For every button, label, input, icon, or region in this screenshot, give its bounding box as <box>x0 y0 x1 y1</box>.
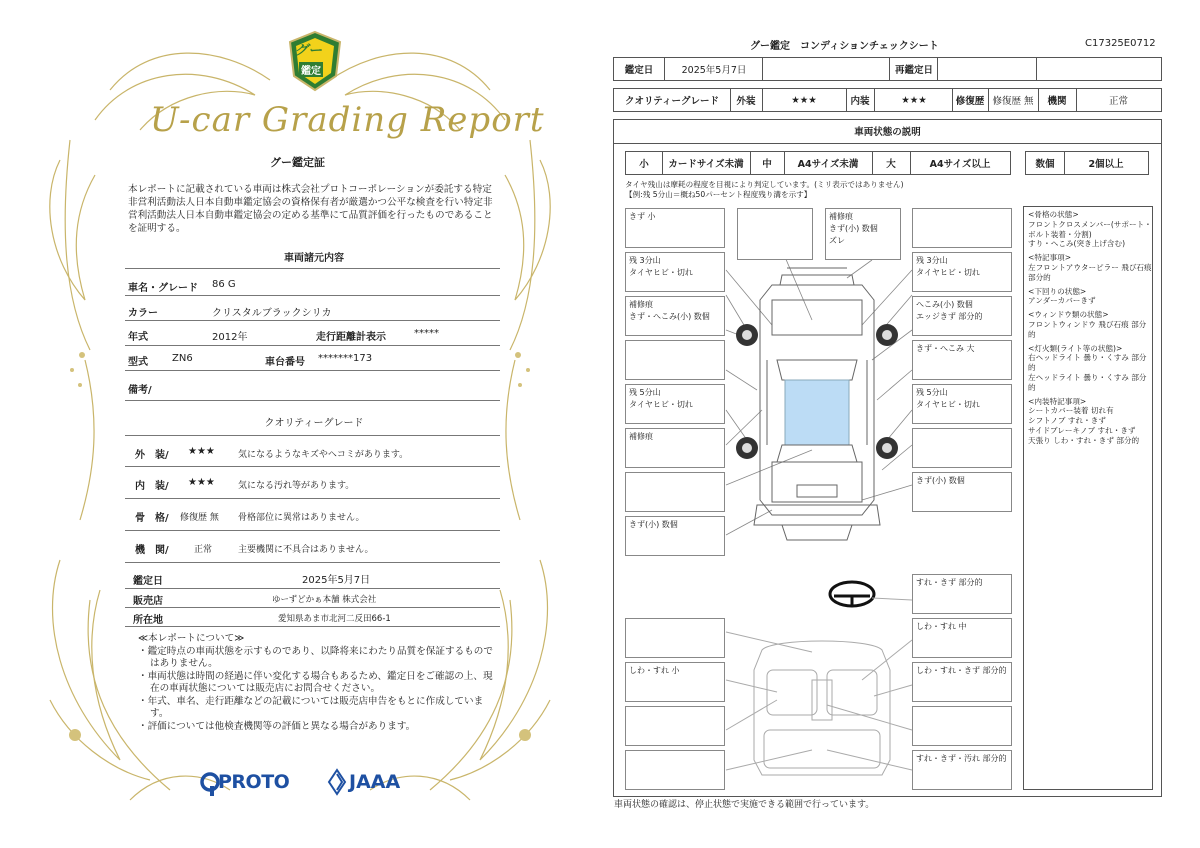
notes-title: ≪本レポートについて≫ <box>138 633 245 644</box>
exterior-label: 外装 <box>736 96 756 107</box>
appraisal-date-value: 2025年5月7日 <box>302 575 371 586</box>
condition-title: 車両状態の説明 <box>854 127 921 138</box>
note-item: ・評価については他検査機関等の評価と異なる場合があります。 <box>138 720 416 732</box>
damage-note: 残 3分山 タイヤヒビ・切れ <box>625 252 725 292</box>
count-label: 数個 <box>1035 159 1055 170</box>
interior-value: ★★★ <box>901 94 927 106</box>
chassis-value: *******173 <box>318 353 373 364</box>
certificate-title: グー鑑定証 <box>270 156 325 169</box>
note-text: フロントウィンドウ 飛び石痕 部分的 <box>1028 319 1147 339</box>
interior-note: しわ・すれ 小 <box>625 662 725 702</box>
count-legend <box>1025 151 1149 175</box>
size-legend <box>625 151 1011 175</box>
damage-note <box>737 208 813 260</box>
proto-logo-text: PROTO <box>218 771 290 793</box>
divider <box>125 588 500 589</box>
repair-label: 修復歴 <box>955 96 985 107</box>
interior-note: すれ・きず・汚れ 部分的 <box>912 750 1012 790</box>
dealer-label: 販売店 <box>133 596 163 607</box>
damage-note <box>625 340 725 380</box>
jaaa-logo-icon <box>327 768 347 796</box>
interior-label: 内装 <box>850 96 870 107</box>
date-label: 鑑定日 <box>624 65 654 76</box>
damage-note: きず 小 <box>625 208 725 248</box>
size-small-label: 小 <box>639 159 649 170</box>
spec-section-title: 車両諸元内容 <box>284 253 344 264</box>
divider <box>125 607 500 608</box>
name-label: 車名・グレード <box>128 283 198 294</box>
divider <box>125 562 500 563</box>
engine-label: 機関 <box>1047 96 1067 107</box>
quality-comment: 気になる汚れ等があります。 <box>238 481 355 491</box>
quality-label: 骨 格/ <box>135 513 169 524</box>
interior-note: すれ・きず 部分的 <box>912 574 1012 614</box>
divider <box>125 498 500 499</box>
quality-label: 外 装/ <box>135 450 169 461</box>
divider <box>125 400 500 401</box>
note-heading: <ウィンドウ類の状態> <box>1028 310 1109 320</box>
mileage-label: 走行距離計表示 <box>316 332 386 343</box>
damage-note: きず・へこみ 大 <box>912 340 1012 380</box>
note-text: 左フロントアウターピラー 飛び石痕 部分的 <box>1028 262 1152 282</box>
certificate-intro: 本レポートに記載されている車両は株式会社プロトコーポレーションが委託する特定非営利活動法人日本自動車鑑定協会の資格保有者が厳選かつ公平な検査を行い特定非営利活動法人日本自動車鑑定協会の定める基準にて品質評価を行ったものであることを証明する。 <box>128 184 493 234</box>
interior-note <box>625 618 725 658</box>
divider <box>125 626 500 627</box>
model-label: 型式 <box>128 357 148 368</box>
damage-note: 補修痕 きず・へこみ(小) 数個 <box>625 296 725 336</box>
tire-note: タイヤ残山は摩耗の程度を目視により判定しています。(ミリ表示ではありません) <box>625 180 904 189</box>
quality-value: ★★★ <box>188 477 215 488</box>
note-heading: <灯火類(ライト等の状態)> <box>1028 343 1123 353</box>
size-large-desc: A4サイズ以上 <box>929 159 991 170</box>
damage-note: 残 3分山 タイヤヒビ・切れ <box>912 252 1012 292</box>
size-mid-desc: A4サイズ未満 <box>797 159 859 170</box>
quality-comment: 骨格部位に異常はありません。 <box>238 513 365 523</box>
divider <box>125 268 500 269</box>
quality-row <box>613 88 1162 112</box>
quality-section-title: クオリティーグレード <box>264 418 364 429</box>
damage-note: 残 5分山 タイヤヒビ・切れ <box>625 384 725 424</box>
divider <box>125 530 500 531</box>
quality-label: クオリティーグレード <box>624 96 720 107</box>
report-notes <box>138 633 498 733</box>
date-value: 2025年5月7日 <box>681 65 747 76</box>
damage-note: きず(小) 数個 <box>625 516 725 556</box>
special-notes <box>1028 210 1153 450</box>
interior-note <box>912 706 1012 746</box>
quality-comment: 主要機関に不具合はありません。 <box>238 545 374 555</box>
steering-wheel-icon <box>830 582 874 606</box>
quality-value: 正常 <box>194 545 213 555</box>
appraisal-date-label: 鑑定日 <box>133 576 163 587</box>
divider <box>125 435 500 436</box>
size-large-label: 大 <box>886 159 896 170</box>
interior-note: しわ・すれ・きず 部分的 <box>912 662 1012 702</box>
note-text: フロントクロスメンバー(サポート・ボルト装着・分割) すり・へこみ(突き上げ含む) <box>1028 219 1152 249</box>
count-desc: 2個以上 <box>1088 159 1124 170</box>
badge-top-text: グー <box>294 43 322 59</box>
note-heading: <特記事項> <box>1028 253 1072 263</box>
interior-note <box>625 750 725 790</box>
sheet-code: C17325E0712 <box>1085 38 1156 49</box>
note-heading: <内装特記事項> <box>1028 396 1087 406</box>
note-text: シートカバー装着 切れ有 シフトノブ すれ・きず サイドブレーキノブ すれ・きず 天張り しわ・すれ・きず 部分的 <box>1028 406 1140 445</box>
reappraisal-label: 再鑑定日 <box>894 65 933 76</box>
damage-note: へこみ(小) 数個 エッジきず 部分的 <box>912 296 1012 336</box>
address-label: 所在地 <box>133 615 163 626</box>
damage-note: 補修痕 きず(小) 数個 ズレ <box>825 208 901 260</box>
interior-note <box>625 706 725 746</box>
size-mid-label: 中 <box>762 159 772 170</box>
date-row <box>613 57 1162 81</box>
sheet-title: グー鑑定 コンディションチェックシート <box>750 41 939 52</box>
note-text: アンダーカバーきず <box>1028 296 1096 306</box>
divider <box>613 143 1162 144</box>
tire-note-example: 【例:残 5分山＝概ね50パーセント程度残り溝を示す】 <box>625 190 812 199</box>
damage-note: きず(小) 数個 <box>912 472 1012 512</box>
repair-value: 修復歴 無 <box>992 96 1034 107</box>
sheet-footer: 車両状態の確認は、停止状態で実施できる範囲で行っています。 <box>614 800 875 810</box>
quality-comment: 気になるようなキズやヘコミがあります。 <box>238 450 409 460</box>
divider <box>125 466 500 467</box>
remarks-label: 備考/ <box>128 385 152 396</box>
divider <box>125 370 500 371</box>
year-value: 2012年 <box>212 332 248 343</box>
divider <box>125 295 500 296</box>
divider <box>125 320 500 321</box>
badge-bottom-text: 鑑定 <box>299 62 323 77</box>
note-heading: <下回りの状態> <box>1028 286 1087 296</box>
chassis-label: 車台番号 <box>265 357 305 368</box>
note-text: 右ヘッドライト 曇り・くすみ 部分的 左ヘッドライト 曇り・くすみ 部分的 <box>1028 353 1147 392</box>
damage-note <box>912 208 1012 248</box>
quality-value: ★★★ <box>188 446 215 457</box>
note-item: ・鑑定時点の車両状態を示すものであり、以降将来にわたり品質を保証するものではありません。 <box>138 645 493 669</box>
year-label: 年式 <box>128 332 148 343</box>
mileage-value: ***** <box>414 328 439 339</box>
color-label: カラー <box>128 308 158 319</box>
quality-value: 修復歴 無 <box>180 513 219 523</box>
quality-label: 機 関/ <box>135 545 169 556</box>
color-value: クリスタルブラックシリカ <box>212 308 332 319</box>
divider <box>125 345 500 346</box>
damage-note <box>625 472 725 512</box>
proto-logo-icon <box>200 771 220 797</box>
damage-note: 残 5分山 タイヤヒビ・切れ <box>912 384 1012 424</box>
model-value: ZN6 <box>172 353 193 364</box>
size-small-desc: カードサイズ未満 <box>668 159 744 170</box>
dealer-value: ゆーずどかぁ本舗 株式会社 <box>272 595 377 605</box>
quality-label: 内 装/ <box>135 481 169 492</box>
damage-note: 補修痕 <box>625 428 725 468</box>
jaaa-logo-text: JAAA <box>349 771 401 793</box>
exterior-value: ★★★ <box>791 94 817 106</box>
damage-note <box>912 428 1012 468</box>
address-value: 愛知県あま市北河二反田66-1 <box>278 614 391 624</box>
interior-note: しわ・すれ 中 <box>912 618 1012 658</box>
name-value: 86 G <box>212 279 236 290</box>
note-item: ・年式、車名、走行距離などの記載については販売店申告をもとに作成しています。 <box>138 695 484 719</box>
note-heading: <骨格の状態> <box>1028 210 1079 219</box>
script-title: U-car Grading Report <box>150 100 545 140</box>
note-item: ・車両状態は時間の経過に伴い変化する場合もあるため、鑑定日をご確認の上、現在の車両状態については販売店にお問合せください。 <box>138 670 493 694</box>
engine-value: 正常 <box>1108 96 1128 107</box>
